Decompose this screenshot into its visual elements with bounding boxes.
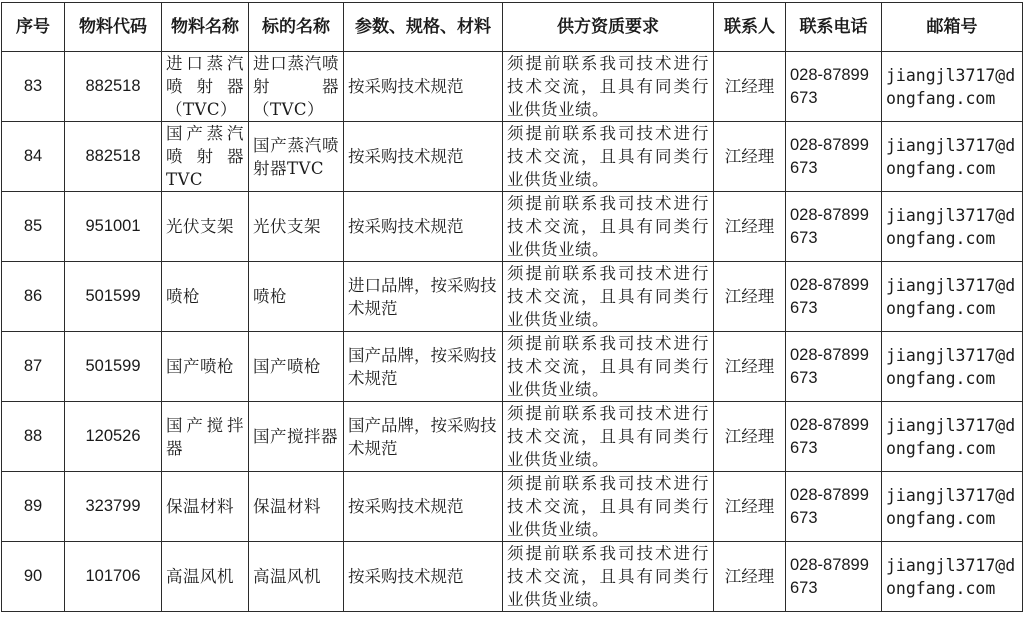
cell-code: 951001 <box>65 192 162 262</box>
table-row <box>2 192 1023 262</box>
table-row <box>2 472 1023 542</box>
cell-bid-name: 进口蒸汽喷射器（TVC） <box>249 52 344 122</box>
cell-contact: 江经理 <box>714 542 786 612</box>
cell-phone: 028-87899673 <box>786 332 882 402</box>
header-email: 邮箱号 <box>882 3 1023 52</box>
cell-spec: 按采购技术规范 <box>344 472 503 542</box>
cell-qualification: 须提前联系我司技术进行技术交流，且具有同类行业供货业绩。 <box>503 332 714 402</box>
cell-material-name: 光伏支架 <box>162 192 249 262</box>
header-code: 物料代码 <box>65 3 162 52</box>
table-row <box>2 542 1023 612</box>
cell-email: jiangjl3717@dongfang.com <box>882 472 1023 542</box>
cell-material-name: 保温材料 <box>162 472 249 542</box>
cell-email: jiangjl3717@dongfang.com <box>882 122 1023 192</box>
cell-phone: 028-87899673 <box>786 52 882 122</box>
cell-code: 501599 <box>65 262 162 332</box>
cell-qualification: 须提前联系我司技术进行技术交流，且具有同类行业供货业绩。 <box>503 52 714 122</box>
cell-qualification: 须提前联系我司技术进行技术交流，且具有同类行业供货业绩。 <box>503 472 714 542</box>
cell-phone: 028-87899673 <box>786 542 882 612</box>
cell-seq: 89 <box>2 472 65 542</box>
cell-phone: 028-87899673 <box>786 192 882 262</box>
table-row <box>2 262 1023 332</box>
cell-contact: 江经理 <box>714 332 786 402</box>
cell-email: jiangjl3717@dongfang.com <box>882 332 1023 402</box>
table-row <box>2 122 1023 192</box>
cell-spec: 按采购技术规范 <box>344 52 503 122</box>
cell-material-name: 喷枪 <box>162 262 249 332</box>
cell-phone: 028-87899673 <box>786 262 882 332</box>
cell-seq: 88 <box>2 402 65 472</box>
cell-contact: 江经理 <box>714 472 786 542</box>
cell-email: jiangjl3717@dongfang.com <box>882 542 1023 612</box>
cell-bid-name: 国产搅拌器 <box>249 402 344 472</box>
cell-bid-name: 国产喷枪 <box>249 332 344 402</box>
cell-bid-name: 高温风机 <box>249 542 344 612</box>
cell-email: jiangjl3717@dongfang.com <box>882 262 1023 332</box>
cell-phone: 028-87899673 <box>786 472 882 542</box>
cell-code: 120526 <box>65 402 162 472</box>
cell-material-name: 高温风机 <box>162 542 249 612</box>
cell-contact: 江经理 <box>714 192 786 262</box>
cell-code: 101706 <box>65 542 162 612</box>
cell-code: 882518 <box>65 122 162 192</box>
cell-seq: 84 <box>2 122 65 192</box>
cell-code: 501599 <box>65 332 162 402</box>
cell-seq: 87 <box>2 332 65 402</box>
cell-material-name: 国产喷枪 <box>162 332 249 402</box>
header-phone: 联系电话 <box>786 3 882 52</box>
cell-email: jiangjl3717@dongfang.com <box>882 192 1023 262</box>
cell-contact: 江经理 <box>714 122 786 192</box>
cell-spec: 国产品牌，按采购技术规范 <box>344 402 503 472</box>
cell-phone: 028-87899673 <box>786 402 882 472</box>
cell-bid-name: 光伏支架 <box>249 192 344 262</box>
cell-material-name: 国产搅拌器 <box>162 402 249 472</box>
cell-material-name: 进口蒸汽喷射器（TVC） <box>162 52 249 122</box>
cell-seq: 85 <box>2 192 65 262</box>
cell-spec: 进口品牌，按采购技术规范 <box>344 262 503 332</box>
cell-spec: 按采购技术规范 <box>344 192 503 262</box>
cell-contact: 江经理 <box>714 402 786 472</box>
cell-email: jiangjl3717@dongfang.com <box>882 402 1023 472</box>
cell-material-name: 国产蒸汽喷射器TVC <box>162 122 249 192</box>
header-bid-name: 标的名称 <box>249 3 344 52</box>
table-header-row <box>2 3 1023 52</box>
header-qualification: 供方资质要求 <box>503 3 714 52</box>
cell-contact: 江经理 <box>714 52 786 122</box>
header-spec: 参数、规格、材料 <box>344 3 503 52</box>
cell-spec: 按采购技术规范 <box>344 542 503 612</box>
header-contact: 联系人 <box>714 3 786 52</box>
cell-code: 323799 <box>65 472 162 542</box>
cell-qualification: 须提前联系我司技术进行技术交流，且具有同类行业供货业绩。 <box>503 192 714 262</box>
cell-contact: 江经理 <box>714 262 786 332</box>
cell-seq: 90 <box>2 542 65 612</box>
cell-spec: 国产品牌，按采购技术规范 <box>344 332 503 402</box>
header-material-name: 物料名称 <box>162 3 249 52</box>
table-row <box>2 52 1023 122</box>
procurement-table <box>1 2 1023 612</box>
table-row <box>2 402 1023 472</box>
cell-bid-name: 国产蒸汽喷射器TVC <box>249 122 344 192</box>
cell-email: jiangjl3717@dongfang.com <box>882 52 1023 122</box>
table-row <box>2 332 1023 402</box>
header-seq: 序号 <box>2 3 65 52</box>
cell-qualification: 须提前联系我司技术进行技术交流，且具有同类行业供货业绩。 <box>503 402 714 472</box>
cell-qualification: 须提前联系我司技术进行技术交流，且具有同类行业供货业绩。 <box>503 122 714 192</box>
cell-spec: 按采购技术规范 <box>344 122 503 192</box>
cell-code: 882518 <box>65 52 162 122</box>
cell-seq: 86 <box>2 262 65 332</box>
cell-bid-name: 保温材料 <box>249 472 344 542</box>
cell-qualification: 须提前联系我司技术进行技术交流，且具有同类行业供货业绩。 <box>503 262 714 332</box>
cell-seq: 83 <box>2 52 65 122</box>
cell-phone: 028-87899673 <box>786 122 882 192</box>
cell-bid-name: 喷枪 <box>249 262 344 332</box>
cell-qualification: 须提前联系我司技术进行技术交流，且具有同类行业供货业绩。 <box>503 542 714 612</box>
